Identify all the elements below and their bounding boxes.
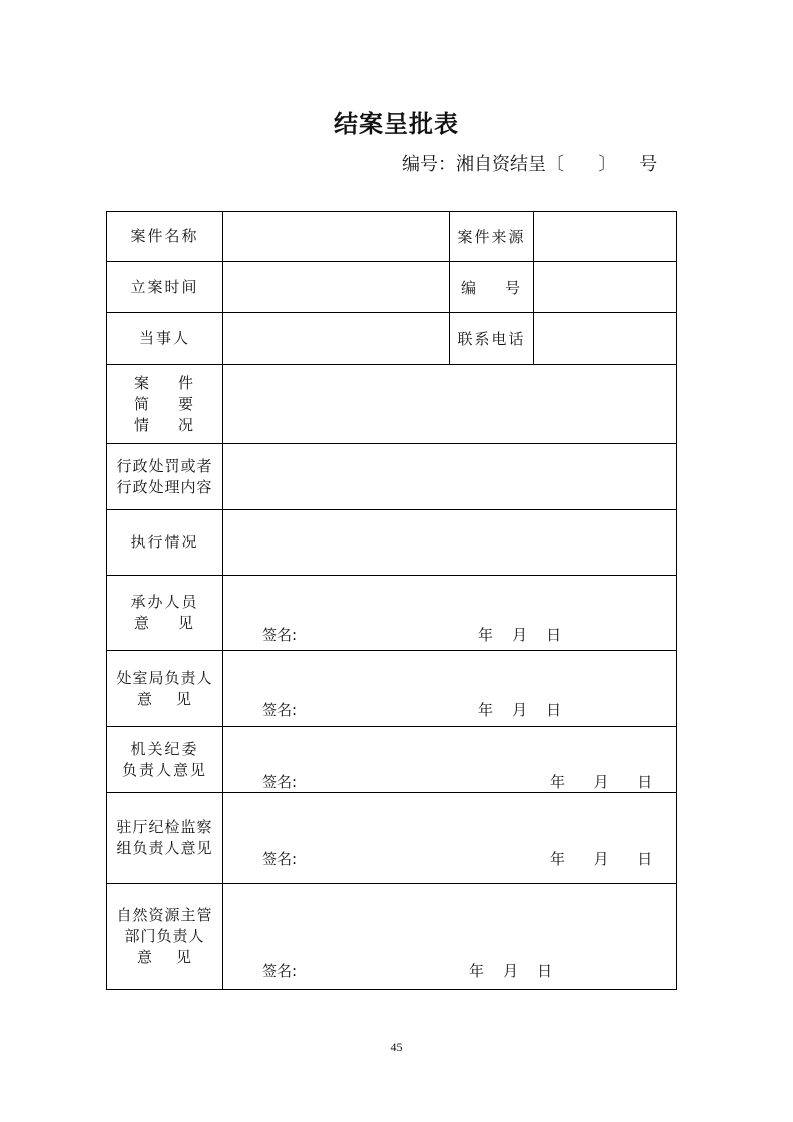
phone-value[interactable] xyxy=(534,313,676,364)
row-opinion-supervision-group xyxy=(107,793,676,884)
phone-label: 联系电话 xyxy=(450,313,534,364)
signature-label: 签名: xyxy=(262,626,298,644)
opinion-department-head-value[interactable] xyxy=(223,884,676,989)
case-summary-label-line: 案 件 xyxy=(133,373,196,392)
row-filing-time xyxy=(107,262,676,313)
signature-label: 签名: xyxy=(262,850,298,868)
party-value[interactable] xyxy=(223,313,450,364)
closing-approval-form xyxy=(106,211,677,990)
opinion-handler-value[interactable] xyxy=(223,576,676,650)
signature-label: 签名: xyxy=(262,962,298,980)
row-party xyxy=(107,313,676,365)
case-source-label: 案件来源 xyxy=(450,212,534,261)
filing-time-value[interactable] xyxy=(223,262,450,312)
case-summary-label-line: 情 况 xyxy=(133,415,196,434)
opinion-label-line: 部门负责人 xyxy=(124,927,205,945)
opinion-label-line: 机关纪委 xyxy=(130,739,199,758)
execution-value[interactable] xyxy=(223,510,676,575)
case-summary-label-line: 简 要 xyxy=(133,394,196,413)
signature-label: 签名: xyxy=(262,773,298,791)
opinion-division-head-value[interactable] xyxy=(223,651,676,726)
number-value[interactable] xyxy=(534,262,676,312)
opinion-discipline-committee-label xyxy=(107,727,223,792)
date-label: 年 月 日 xyxy=(550,850,653,868)
date-label: 年 月 日 xyxy=(550,773,653,791)
date-label: 年 月 日 xyxy=(478,626,562,644)
opinion-label-line: 意 见 xyxy=(136,948,193,966)
execution-label: 执行情况 xyxy=(107,510,223,575)
opinion-label-line: 负责人意见 xyxy=(121,760,207,779)
row-case-name xyxy=(107,212,676,262)
case-summary-value[interactable] xyxy=(223,365,676,443)
opinion-supervision-group-value[interactable] xyxy=(223,793,676,883)
penalty-label xyxy=(107,444,223,509)
opinion-handler-label xyxy=(107,576,223,650)
signature-label: 签名: xyxy=(262,701,298,719)
opinion-label-line: 组负责人意见 xyxy=(116,839,213,857)
opinion-label-line: 自然资源主管 xyxy=(116,906,213,924)
opinion-label-line: 承办人员 xyxy=(130,593,199,611)
penalty-value[interactable] xyxy=(223,444,676,509)
party-label: 当事人 xyxy=(107,313,223,364)
opinion-label-line: 驻厅纪检监察 xyxy=(116,818,213,836)
case-summary-label xyxy=(107,365,223,443)
case-name-value[interactable] xyxy=(223,212,450,261)
date-label: 年 月 日 xyxy=(469,962,553,980)
opinion-label-line: 意 见 xyxy=(136,689,193,708)
penalty-label-line: 行政处罚或者 xyxy=(116,456,213,475)
case-source-value[interactable] xyxy=(534,212,676,261)
page-number: 45 xyxy=(390,1040,403,1054)
opinion-discipline-committee-value[interactable] xyxy=(223,727,676,792)
date-label: 年 月 日 xyxy=(478,701,562,719)
opinion-label-line: 意 见 xyxy=(133,614,196,632)
opinion-supervision-group-label xyxy=(107,793,223,883)
opinion-department-head-label xyxy=(107,884,223,989)
opinion-label-line: 处室局负责人 xyxy=(116,668,213,687)
document-number: 编号：湘自资结呈〔 〕 号 xyxy=(402,154,658,175)
row-opinion-handler xyxy=(107,576,676,651)
penalty-label-line: 行政处理内容 xyxy=(116,477,213,496)
opinion-division-head-label xyxy=(107,651,223,726)
row-case-summary xyxy=(107,365,676,444)
row-opinion-division-head xyxy=(107,651,676,727)
case-name-label: 案件名称 xyxy=(107,212,223,261)
row-penalty xyxy=(107,444,676,510)
filing-time-label: 立案时间 xyxy=(107,262,223,312)
row-execution xyxy=(107,510,676,576)
row-opinion-department-head xyxy=(107,884,676,989)
row-opinion-discipline-committee xyxy=(107,727,676,793)
number-label: 编 号 xyxy=(450,262,534,312)
form-title: 结案呈批表 xyxy=(334,110,459,138)
